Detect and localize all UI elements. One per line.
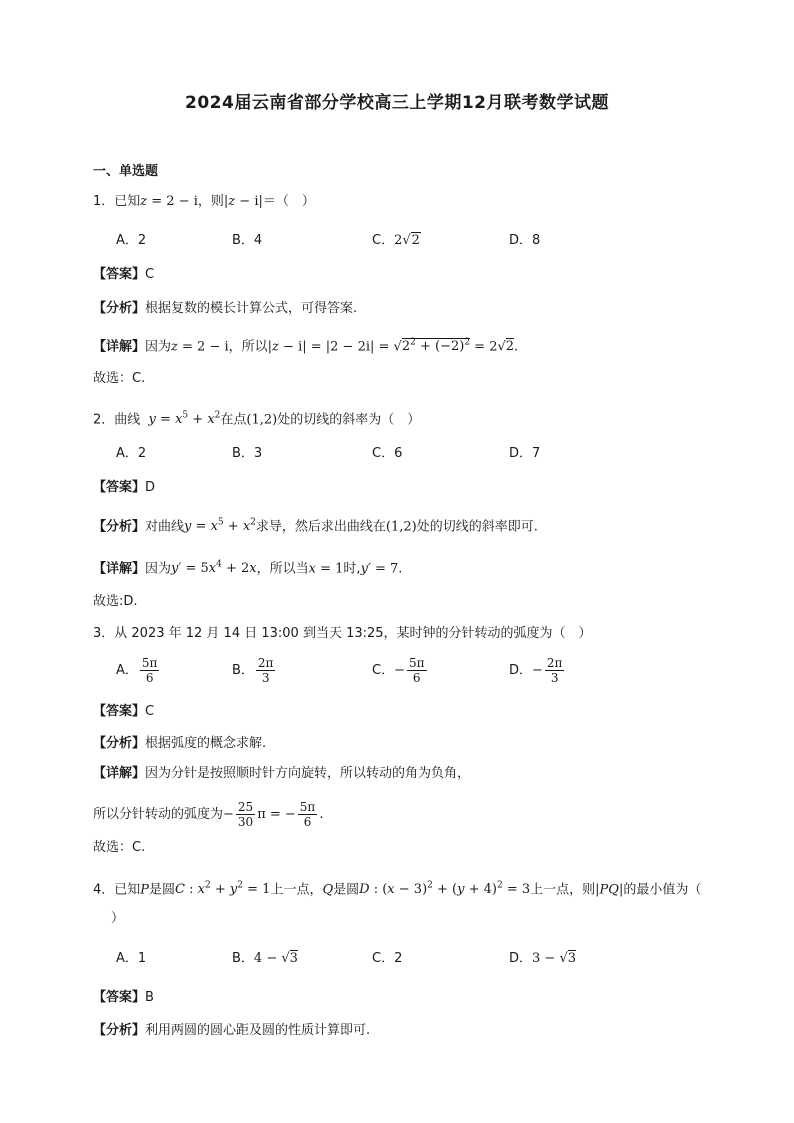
q1-analysis: 【分析】根据复数的模长计算公式，可得答案. [93,301,358,316]
q1-option-b: B．4 [232,233,263,248]
q2-option-c: C．6 [372,446,403,461]
question-2-stem: 2．曲线 $y = x^5 + x^2$在点(1,2)处的切线的斜率为（ ） [93,411,421,428]
q3-option-a: A． $\frac{5\pi}{6}$ [116,656,158,685]
q3-conclusion: 故选：C. [93,840,146,855]
q4-option-d: D．3 − √3 [509,951,577,966]
q3-option-b: B． $\frac{2\pi}{3}$ [232,656,274,685]
q1-option-a: A．2 [116,233,147,248]
q3-analysis: 【分析】根据弧度的概念求解. [93,736,267,751]
q4-analysis: 【分析】利用两圆的圆心距及圆的性质计算即可. [93,1023,371,1038]
q2-option-b: B．3 [232,446,263,461]
question-1-stem: 1．已知z = 2 − i，则|z − i|＝（ ） [93,194,315,209]
q4-option-c: C．2 [372,951,403,966]
q3-answer: 【答案】C [93,704,155,719]
q2-conclusion: 故选:D. [93,594,138,609]
q1-answer: 【答案】C [93,267,155,282]
q2-analysis: 【分析】对曲线$y = x^5 + x^2$求导，然后求出曲线在(1,2)处的切线的斜率即可. [93,518,538,535]
question-4-stem: 4．已知P是圆C : $x^2 + y^2 = 1$上一点，Q是圆D : $(x - 3)^2 + (y + 4)^2 = 3$上一点，则|PQ|的最小值为（ [93,881,702,898]
q2-option-a: A．2 [116,446,147,461]
page-title: 2024届云南省部分学校高三上学期12月联考数学试题 [185,93,609,113]
q3-detail: 【详解】因为分针是按照顺时针方向旋转，所以转动的角为负角， [93,766,471,781]
q1-conclusion: 故选：C. [93,371,146,386]
q2-detail: 【详解】因为$y' = 5x^4 + 2x$，所以当x = 1时,y′ = 7. [93,560,403,577]
q4-option-a: A．1 [116,951,147,966]
q2-answer: 【答案】D [93,480,156,495]
q4-answer: 【答案】B [93,990,154,1005]
q3-option-c: C．− $\frac{5\pi}{6}$ [372,656,425,685]
q4-option-b: B．4 − √3 [232,951,298,966]
section-heading: 一、单选题 [93,164,159,179]
q3-option-d: D．− $\frac{2\pi}{3}$ [509,656,563,685]
q3-detail-2: 所以分针转动的弧度为− $\frac{25}{30}$ π = − $\frac{5\pi}{6}$ . [93,800,324,829]
q1-detail: 【详解】因为z = 2 − i，所以$|z - i| = |2 - 2i| = √2^2 + (-2)^2 = 2√2$. [93,338,519,355]
q2-option-d: D．7 [509,446,541,461]
q1-option-d: D．8 [509,233,541,248]
q1-option-c: C．2√2 [372,233,420,248]
q4-stem-close: ） [111,911,125,926]
question-3-stem: 3．从 2023 年 12 月 14 日 13:00 到当天 13:25，某时钟的分针转动的弧度为（ ） [93,626,592,641]
